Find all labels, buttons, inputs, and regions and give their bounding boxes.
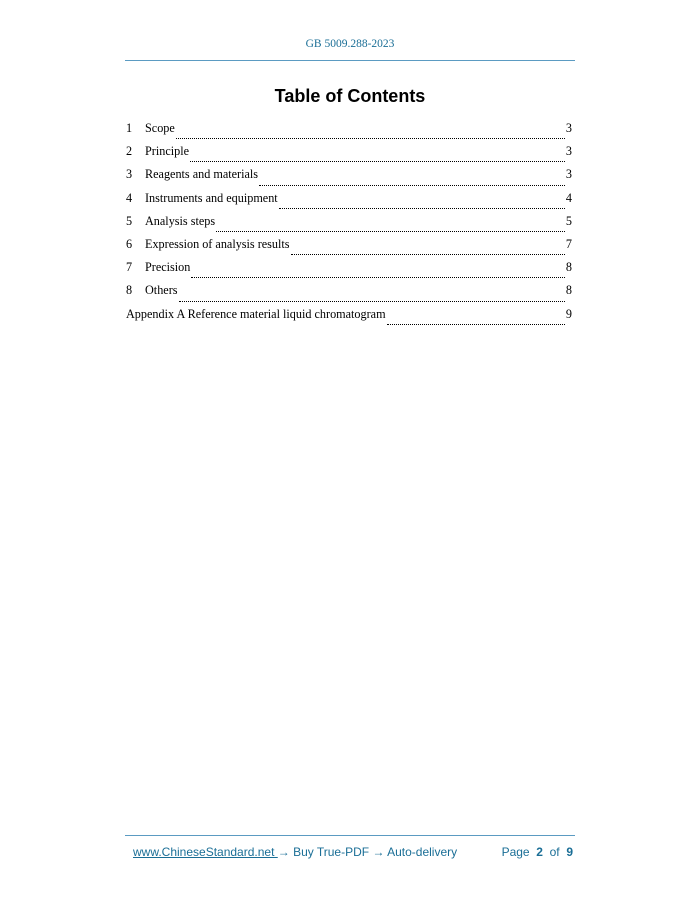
toc-entry-expression-results[interactable] xyxy=(126,236,572,259)
toc-entry-scope[interactable] xyxy=(126,120,572,143)
toc-entry-instruments[interactable] xyxy=(126,190,572,213)
toc-number: 1 xyxy=(126,121,133,135)
page-prefix: Page xyxy=(501,845,530,859)
toc-label: Instruments and equipment xyxy=(145,190,278,205)
website-link[interactable]: www.ChineseStandard.net xyxy=(133,845,278,859)
footer-tagline: → Buy True-PDF → Auto-delivery xyxy=(277,845,458,859)
toc-leader-dots xyxy=(259,185,565,186)
toc-entry-others[interactable] xyxy=(126,282,572,305)
toc-number: 2 xyxy=(126,144,133,159)
toc-label: Scope xyxy=(145,121,175,135)
toc-label: Appendix A Reference material liquid chromatogram xyxy=(126,306,386,321)
toc-number: 8 xyxy=(126,283,133,298)
toc-leader-dots xyxy=(191,277,565,278)
page-footer xyxy=(133,845,573,859)
footer-divider xyxy=(125,835,575,836)
toc-page-number: 3 xyxy=(565,121,572,135)
toc-leader-dots xyxy=(176,138,565,139)
toc-entry-appendix-a[interactable] xyxy=(126,306,572,329)
toc-label: Principle xyxy=(145,144,190,159)
toc-leader-dots xyxy=(179,301,565,302)
page-title: Table of Contents xyxy=(274,86,426,106)
toc-page-number: 3 xyxy=(565,167,572,182)
toc-entry-reagents[interactable] xyxy=(126,166,572,189)
toc-page-number: 3 xyxy=(565,144,572,159)
header-divider xyxy=(125,60,575,61)
toc-label: Others xyxy=(145,283,178,298)
toc-entry-precision[interactable] xyxy=(126,259,572,282)
toc-page-number: 7 xyxy=(565,236,572,251)
toc-label: Reagents and materials xyxy=(145,167,259,182)
toc-leader-dots xyxy=(387,324,565,325)
toc-label: Precision xyxy=(145,260,191,275)
toc-number: 6 xyxy=(126,236,133,251)
toc-label: Analysis steps xyxy=(145,213,216,228)
toc-leader-dots xyxy=(216,231,565,232)
toc-number: 5 xyxy=(126,213,133,228)
total-pages-number: 9 xyxy=(566,845,573,859)
page-indicator xyxy=(502,845,573,859)
toc-number: 4 xyxy=(126,190,133,205)
toc-entry-analysis-steps[interactable] xyxy=(126,213,572,236)
table-of-contents xyxy=(126,120,572,329)
toc-entry-principle[interactable] xyxy=(126,143,572,166)
toc-leader-dots xyxy=(190,161,565,162)
footer-promo xyxy=(133,845,457,859)
toc-number: 7 xyxy=(126,260,133,275)
toc-leader-dots xyxy=(291,254,565,255)
toc-page-number: 9 xyxy=(565,306,572,321)
toc-label: Expression of analysis results xyxy=(145,236,290,251)
toc-number: 3 xyxy=(126,167,133,182)
toc-page-number: 8 xyxy=(565,260,572,275)
toc-leader-dots xyxy=(279,208,565,209)
toc-page-number: 4 xyxy=(565,190,572,205)
document-code-header: GB 5009.288-2023 xyxy=(305,38,395,50)
current-page-number: 2 xyxy=(536,845,543,859)
page-separator: of xyxy=(549,845,560,859)
toc-page-number: 8 xyxy=(565,283,572,298)
toc-page-number: 5 xyxy=(565,213,572,228)
